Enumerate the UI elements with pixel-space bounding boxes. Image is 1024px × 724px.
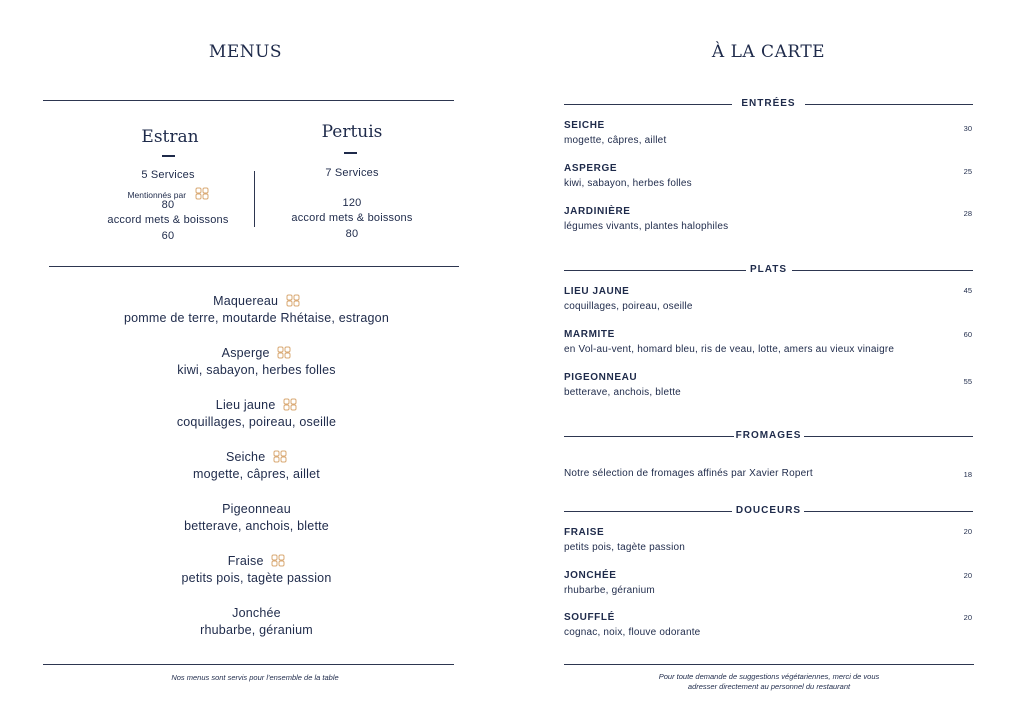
pertuis-price: 120 [342, 197, 362, 209]
pertuis-pairing-label: accord mets & boissons [291, 212, 413, 224]
menus-mid-divider [49, 266, 459, 267]
item-price: 45 [963, 286, 972, 295]
carte-footer-line1: Pour toute demande de suggestions végétariennes, merci de vous [658, 672, 880, 681]
item-price: 55 [963, 377, 972, 386]
carte-item [564, 527, 974, 553]
estran-price: 80 [161, 199, 175, 211]
menus-bottom-divider [43, 664, 454, 665]
item-desc: légumes vivants, plantes halophiles [564, 221, 729, 232]
item-desc: mogette, câpres, aillet [564, 135, 667, 146]
course-title: Jonchée [232, 606, 281, 620]
item-name: LIEU JAUNE [564, 286, 630, 297]
course-desc: rhubarbe, géranium [200, 623, 313, 637]
pertuis-dash [344, 152, 357, 154]
estran-pairing-label: accord mets & boissons [107, 214, 229, 226]
item-desc: cognac, noix, flouve odorante [564, 627, 701, 638]
item-name: FRAISE [564, 527, 605, 538]
estran-title: Estran [141, 127, 199, 147]
item-price: 20 [963, 527, 972, 536]
course-desc: kiwi, sabayon, herbes folles [177, 363, 336, 377]
estran-pairing-price: 60 [161, 230, 175, 242]
item-price: 60 [963, 330, 972, 339]
item-price: 28 [963, 209, 972, 218]
item-price: 18 [963, 470, 972, 479]
item-desc: coquillages, poireau, oseille [564, 301, 693, 312]
item-name: JARDINIÈRE [564, 206, 631, 217]
course-item [43, 554, 470, 585]
section-header-douceurs [564, 505, 973, 517]
pertuis-title: Pertuis [321, 122, 383, 142]
bee-icon [286, 294, 300, 307]
course-title: Asperge [221, 346, 270, 360]
carte-item [564, 120, 974, 146]
course-title: Seiche [225, 450, 266, 464]
item-desc: kiwi, sabayon, herbes folles [564, 178, 692, 189]
course-desc: coquillages, poireau, oseille [176, 415, 337, 429]
item-price: 20 [963, 571, 972, 580]
course-item [43, 398, 470, 429]
course-title: Pigeonneau [222, 502, 291, 516]
item-price: 20 [963, 613, 972, 622]
bee-icon [271, 554, 285, 567]
item-name: MARMITE [564, 329, 615, 340]
course-title: Fraise [227, 554, 264, 568]
item-name: SEICHE [564, 120, 605, 131]
item-name: SOUFFLÉ [564, 612, 615, 623]
carte-item [564, 206, 974, 232]
carte-item [564, 612, 974, 638]
carte-item [564, 163, 974, 189]
course-desc: betterave, anchois, blette [184, 519, 329, 533]
course-desc: petits pois, tagète passion [181, 571, 332, 585]
section-header-entrees [564, 98, 973, 110]
item-desc: petits pois, tagète passion [564, 542, 686, 553]
course-title: Lieu jaune [215, 398, 276, 412]
course-item [43, 294, 470, 325]
carte-footer-line2: adresser directement au personnel du restaurant [687, 682, 851, 691]
pertuis-pairing-price: 80 [345, 228, 359, 240]
menus-vertical-divider [254, 171, 255, 227]
carte-bottom-divider [564, 664, 974, 665]
item-desc: Notre sélection de fromages affinés par Xavier Ropert [564, 468, 813, 479]
estran-dash [162, 155, 175, 157]
carte-footer-note [564, 672, 974, 692]
item-price: 30 [963, 124, 972, 133]
carte-item [564, 468, 974, 479]
course-desc: pomme de terre, moutarde Rhétaise, estragon [124, 311, 389, 325]
section-header-plats [564, 264, 973, 276]
carte-item [564, 570, 974, 596]
section-label: ENTRÉES [741, 98, 796, 109]
item-desc: rhubarbe, géranium [564, 585, 655, 596]
pertuis-services: 7 Services [325, 167, 379, 179]
carte-item [564, 329, 974, 355]
estran-services: 5 Services [141, 169, 195, 181]
carte-title: À LA CARTE [711, 42, 826, 62]
carte-item [564, 372, 974, 398]
estran-mention-label: Mentionnés par [127, 190, 187, 200]
section-label: DOUCEURS [735, 505, 802, 516]
section-header-fromages [564, 430, 973, 442]
course-desc: mogette, câpres, aillet [193, 467, 320, 481]
item-name: ASPERGE [564, 163, 618, 174]
section-label: FROMAGES [735, 430, 802, 441]
course-item [43, 502, 470, 533]
course-title: Maquereau [213, 294, 279, 308]
item-name: PIGEONNEAU [564, 372, 638, 383]
carte-item [564, 286, 974, 312]
item-name: JONCHÉE [564, 570, 617, 581]
menus-title: MENUS [208, 42, 283, 62]
bee-icon [273, 450, 287, 463]
course-item [43, 450, 470, 481]
item-price: 25 [963, 167, 972, 176]
item-desc: en Vol-au-vent, homard bleu, ris de veau, lotte, amers au vieux vinaigre [564, 344, 895, 355]
bee-icon [283, 398, 297, 411]
menus-top-divider [43, 100, 454, 101]
menus-footer-note: Nos menus sont servis pour l'ensemble de la table [171, 673, 339, 682]
section-label: PLATS [749, 264, 788, 275]
course-item [43, 346, 470, 377]
course-item [43, 606, 470, 637]
bee-icon [277, 346, 291, 359]
item-desc: betterave, anchois, blette [564, 387, 681, 398]
